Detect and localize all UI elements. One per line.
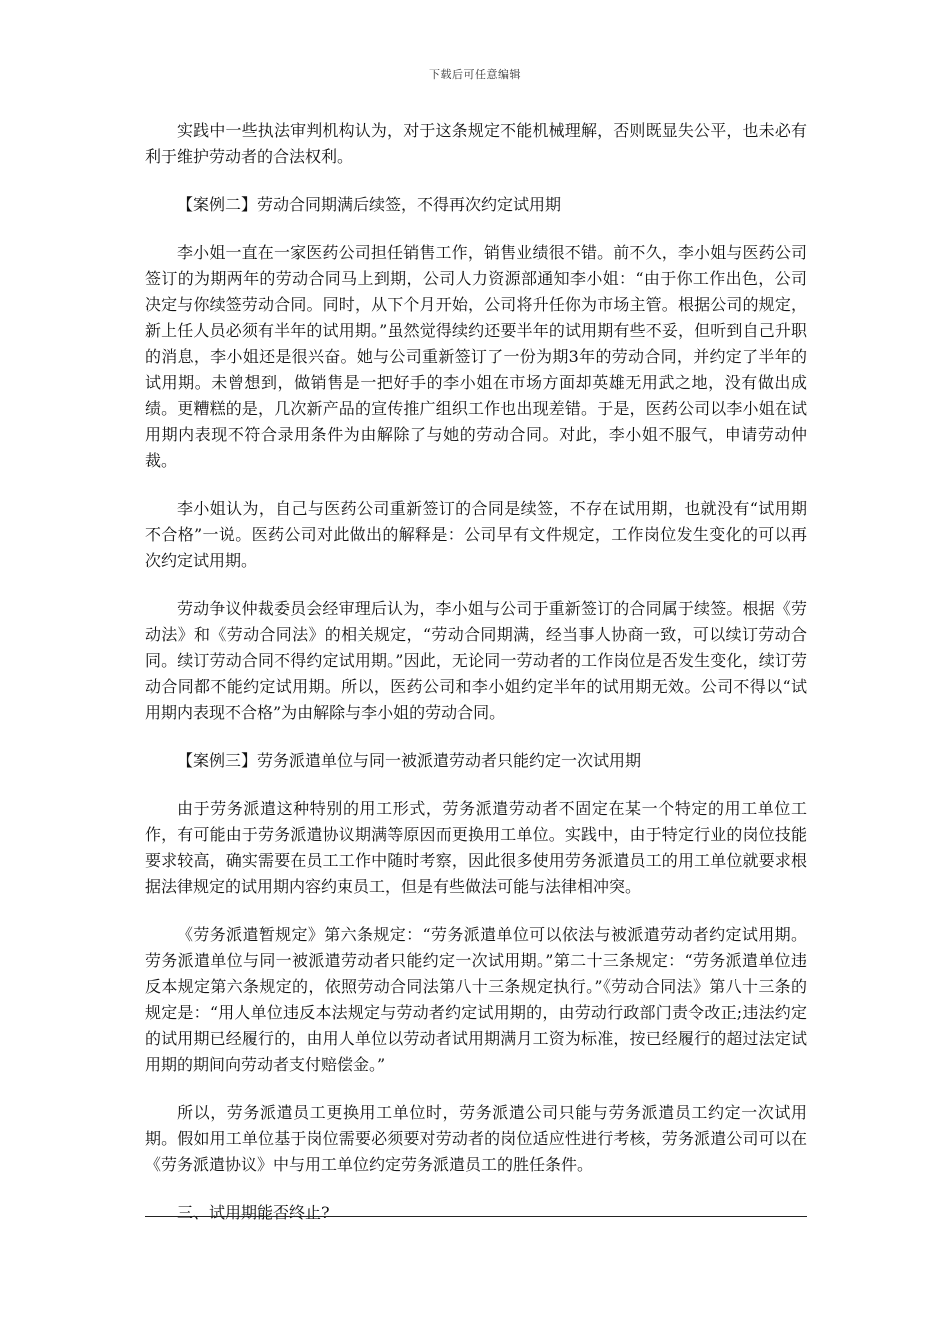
paragraph-case-two-story: 李小姐一直在一家医药公司担任销售工作，销售业绩很不错。前不久，李小姐与医药公司签订的为期两年的劳动合同马上到期，公司人力资源部通知李小姐：“由于你工作出色，公司决定与你续签劳动合同。同时，从下个月开始，公司将升任你为市场主管。根据公司的规定，新上任人员必须有半年的试用期。”虽然觉得续约还要半年的试用期有些不妥，但听到自己升职的消息，李小姐还是很兴奋。她与公司重新签订了一份为期3年的劳动合同，并约定了半年的试用期。未曾想到，做销售是一把好手的李小姐在市场方面却英雄无用武之地，没有做出成绩。更糟糕的是，几次新产品的宣传推广组织工作也出现差错。于是，医药公司以李小姐在试用期内表现不符合录用条件为由解除了与她的劳动合同。对此，李小姐不服气，申请劳动仲裁。 bbox=[145, 243, 807, 470]
paragraph-intro: 实践中一些执法审判机构认为，对于这条规定不能机械理解，否则既显失公平，也未必有利于维护劳动者的合法权利。 bbox=[145, 121, 807, 166]
section-three-heading: 三、试用期能否终止? bbox=[177, 1203, 330, 1222]
page-header-note: 下载后可任意编辑 bbox=[429, 68, 521, 81]
paragraph-case-three-regulations: 《劳务派遣暂规定》第六条规定：“劳务派遣单位可以依法与被派遣劳动者约定试用期。劳务派遣单位与同一被派遣劳动者只能约定一次试用期。”第二十三条规定：“劳务派遣单位违反本规定第六条规定的，依照劳动合同法第八十三条规定执行。”《劳动合同法》第八十三条的规定是：“用人单位违反本法规定与劳动者约定试用期的，由劳动行政部门责令改正;违法约定的试用期已经履行的，由用人单位以劳动者试用期满月工资为标准，按已经履行的超过法定试用期的期间向劳动者支付赔偿金。” bbox=[145, 925, 807, 1074]
paragraph-case-two-ruling: 劳动争议仲裁委员会经审理后认为，李小姐与公司于重新签订的合同属于续签。根据《劳动法》和《劳动合同法》的相关规定，“劳动合同期满，经当事人协商一致，可以续订劳动合同。续订劳动合同不得约定试用期。”因此，无论同一劳动者的工作岗位是否发生变化，续订劳动合同都不能约定试用期。所以，医药公司和李小姐约定半年的试用期无效。公司不得以“试用期内表现不合格”为由解除与李小姐的劳动合同。 bbox=[145, 599, 807, 722]
case-two-heading: 【案例二】劳动合同期满后续签，不得再次约定试用期 bbox=[177, 195, 562, 214]
case-three-heading: 【案例三】劳务派遣单位与同一被派遣劳动者只能约定一次试用期 bbox=[177, 751, 642, 770]
paragraph-case-two-positions: 李小姐认为，自己与医药公司重新签订的合同是续签，不存在试用期，也就没有“试用期不合格”一说。医药公司对此做出的解释是：公司早有文件规定，工作岗位发生变化的可以再次约定试用期。 bbox=[145, 499, 807, 570]
paragraph-case-three-background: 由于劳务派遣这种特别的用工形式，劳务派遣劳动者不固定在某一个特定的用工单位工作，有可能由于劳务派遣协议期满等原因而更换用工单位。实践中，由于特定行业的岗位技能要求较高，确实需要在员工工作中随时考察，因此很多使用劳务派遣员工的用工单位就要求根据法律规定的试用期内容约束员工，但是有些做法可能与法律相冲突。 bbox=[145, 799, 807, 896]
document-body bbox=[145, 118, 807, 1248]
footer-divider bbox=[145, 1216, 807, 1217]
paragraph-case-three-conclusion: 所以，劳务派遣员工更换用工单位时，劳务派遣公司只能与劳务派遣员工约定一次试用期。假如用工单位基于岗位需要必须要对劳动者的岗位适应性进行考核，劳务派遣公司可以在《劳务派遣协议》中与用工单位约定劳务派遣员工的胜任条件。 bbox=[145, 1103, 807, 1174]
